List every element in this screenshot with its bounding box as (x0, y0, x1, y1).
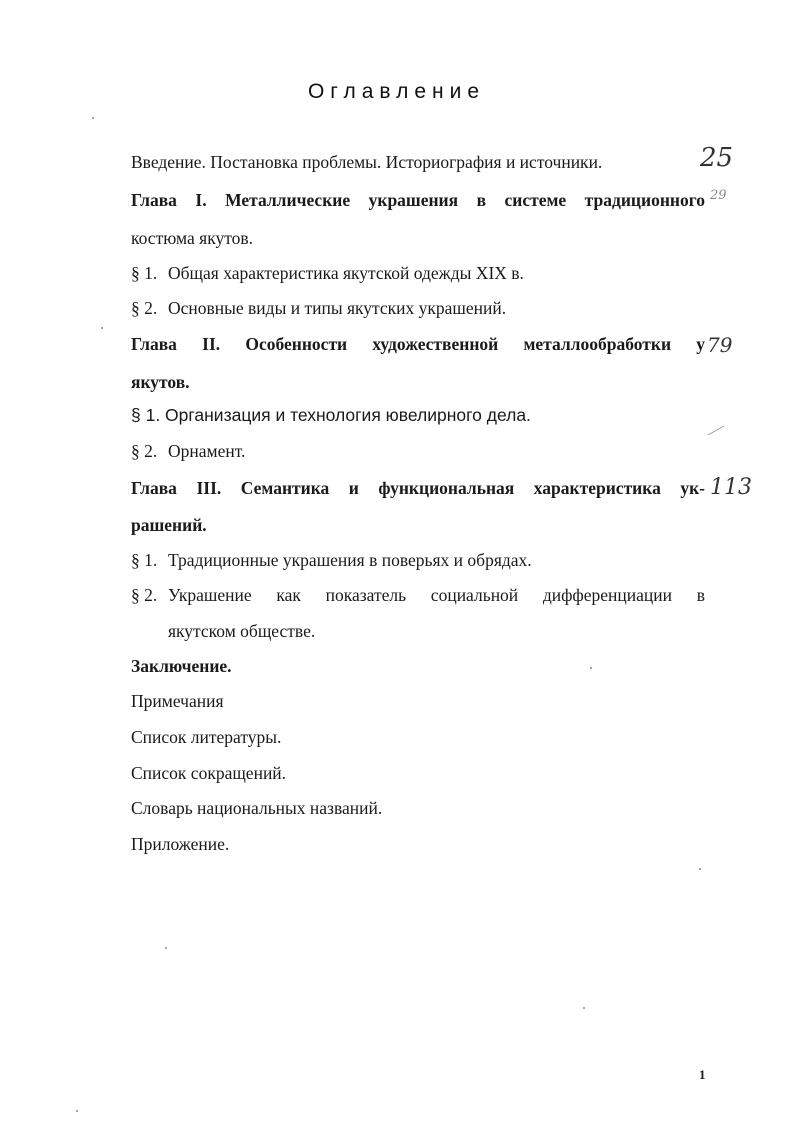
toc-chapter-2-cont: якутов. (131, 372, 190, 392)
toc-ch3-section-1 (131, 549, 705, 571)
toc-chapter-1-cont: костюма якутов. (131, 228, 254, 248)
toc-glossary: Словарь национальных названий. (131, 798, 383, 818)
toc-ch3-section-2-title: Украшение как показатель социальной дифференциации в (168, 585, 705, 605)
section-number: § 2. (131, 298, 158, 318)
scan-speck (583, 1007, 585, 1009)
section-title: Общая характеристика якутской одежды XIX в. (168, 263, 524, 283)
toc-ch3-section-2-cont: якутском обществе. (168, 621, 316, 641)
scan-speck (699, 868, 701, 870)
toc-chapter-2: Глава II. Особенности художественной металлообработки у (131, 334, 705, 354)
scan-speck (101, 327, 103, 329)
page-number: 1 (699, 1067, 706, 1082)
scan-speck (92, 117, 94, 119)
section-title: Основные виды и типы якутских украшений. (168, 298, 507, 318)
handwritten-page-ch1: 29 (710, 188, 727, 203)
toc-notes: Примечания (131, 691, 224, 711)
scan-speck (590, 667, 592, 669)
section-number: § 1. (131, 550, 158, 570)
section-title: Традиционные украшения в поверьях и обрядах. (168, 550, 532, 570)
scan-speck (165, 947, 167, 949)
page-title: Оглавление (307, 80, 486, 103)
pencil-mark (706, 423, 726, 437)
toc-chapter-3: Глава III. Семантика и функциональная характеристика ук- (131, 478, 705, 498)
handwritten-page-ch2: 79 (707, 333, 733, 357)
scan-speck (76, 1110, 78, 1112)
section-number: § 2. (131, 441, 158, 461)
section-number: § 2. (131, 585, 158, 605)
toc-ch2-section-1: § 1. Организация и технология ювелирного дела. (131, 405, 531, 425)
toc-appendix: Приложение. (131, 834, 230, 854)
toc-chapter-1: Глава I. Металлические украшения в системе традиционного (131, 190, 705, 210)
toc-ch1-section-2 (131, 297, 705, 319)
toc-conclusion: Заключение. (131, 656, 232, 676)
handwritten-page-ch3: 113 (710, 475, 752, 500)
toc-ch1-section-1 (131, 262, 705, 284)
toc-literature: Список литературы. (131, 727, 282, 747)
toc-abbreviations: Список сокращений. (131, 763, 287, 783)
toc-chapter-3-cont: рашений. (131, 515, 207, 535)
toc-ch2-section-2 (131, 440, 705, 462)
toc-intro: Введение. Постановка проблемы. Историография и источники. (131, 152, 603, 172)
section-title: Орнамент. (168, 441, 246, 461)
handwritten-page-intro: 25 (700, 143, 734, 173)
section-number: § 1. (131, 263, 158, 283)
